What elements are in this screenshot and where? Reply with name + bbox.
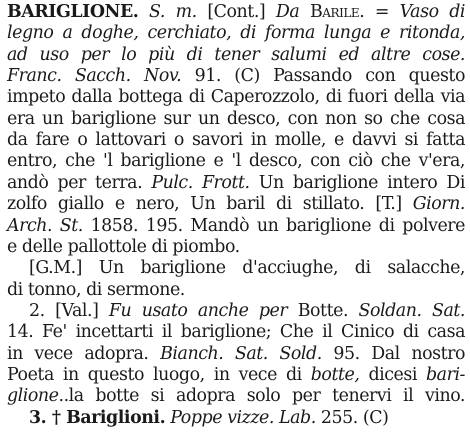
entry-line: [7, 45, 465, 65]
entry-text-segment: Vaso di: [399, 2, 466, 22]
entry-text-segment: Barile: [299, 2, 360, 22]
entry-text-segment: Un bariglione intero Di: [249, 172, 465, 193]
entry-text-segment: da fare o lattovari o savori in molle, e davvi si fatta: [7, 130, 465, 151]
entry-line: [7, 194, 465, 214]
entry-line: [7, 408, 465, 428]
entry-line: [7, 301, 465, 321]
entry-text-segment: Arch. St.: [7, 215, 83, 236]
entry-text-segment: ad uso per lo più di tener salumi ed altre cose.: [7, 44, 465, 65]
entry-text-segment: 91. (C) Passando con questo: [181, 66, 465, 87]
entry-text-segment: di tonno, di sermone.: [7, 279, 185, 300]
entry-line: [7, 130, 465, 150]
entry-text-segment: impeto dalla bottega di Caperozzolo, di fuori della via: [7, 87, 465, 108]
entry-line: [7, 344, 465, 364]
entry-text-segment: Soldan. Sat.: [358, 300, 465, 321]
entry-text-segment: Bariglioni.: [66, 407, 166, 428]
entry-line: [7, 109, 465, 129]
entry-text-segment: [G.M.] Un bariglione d'acciughe, di salacche,: [29, 258, 465, 279]
entry-line: [7, 173, 465, 193]
entry-text-segment: botte,: [310, 364, 360, 385]
entry-text-segment: era un bariglione sur un desco, con non so che cosa: [7, 108, 465, 129]
entry-text-segment: glione: [7, 386, 59, 407]
entry-text-segment: Da: [275, 2, 300, 22]
entry-line: [7, 23, 465, 43]
entry-text-segment: [Cont.]: [196, 2, 276, 22]
entry-text-segment: dicesi: [359, 364, 426, 385]
entry-text-segment: Bianch. Sat. Sold.: [160, 343, 322, 364]
entry-text-segment: Franc. Sacch. Nov.: [7, 66, 182, 87]
entry-text-segment: BARIGLIONE.: [7, 2, 139, 22]
entry-text-segment: entro, che 'l bariglione e 'l desco, con ciò che v'era,: [7, 151, 465, 172]
entry-text-segment: . =: [359, 2, 400, 22]
entry-text-segment: Botte.: [287, 300, 359, 321]
entry-text-segment: 95. Dal nostro: [321, 343, 465, 364]
entry-line: [7, 386, 465, 406]
entry-line: [7, 322, 465, 342]
entry-line: [7, 66, 465, 86]
entry-text-segment: Poeta in questo luogo, in vece di: [7, 364, 311, 385]
entry-line: [7, 280, 465, 300]
entry-text-segment: 14. Fe' incettarti il bariglione; Che il Cinico di casa: [7, 322, 465, 343]
entry-text-segment: Pulc. Frott.: [151, 172, 250, 193]
entry-text-segment: legno a doghe, cerchiato, di forma lunga e ritonda,: [7, 23, 465, 44]
entry-line: [7, 237, 465, 257]
entry-line: [7, 151, 465, 171]
entry-text-segment: S. m.: [149, 2, 197, 22]
entry-text-segment: 3. †: [29, 407, 67, 428]
entry-text-segment: 2. [Val.]: [29, 300, 109, 321]
entry-text-segment: andò per terra.: [7, 172, 152, 193]
entry-text-segment: zolfo giallo e nero, Un baril di stillato. [T.]: [7, 194, 413, 215]
entry-text-segment: [138, 2, 149, 22]
dictionary-entry: [7, 0, 465, 434]
entry-text-segment: bari-: [425, 364, 465, 385]
entry-text-segment: Fu usato anche per: [108, 300, 288, 321]
entry-text-segment: Poppe vizze. Lab.: [170, 407, 316, 428]
entry-text-segment: e delle pallottole di piombo.: [7, 236, 240, 257]
entry-text-segment: in vece adopra.: [7, 343, 161, 364]
entry-text-segment: 1858. 195. Mandò un bariglione di polvere: [82, 215, 466, 236]
entry-line: [7, 87, 465, 107]
entry-line: [7, 258, 465, 278]
entry-text-segment: ..la botte si adopra solo per tenervi il vino.: [58, 386, 465, 407]
entry-line: [7, 365, 465, 385]
entry-text-segment: Giorn.: [412, 194, 465, 215]
entry-text-segment: 255. (C): [315, 407, 389, 428]
entry-line: [7, 216, 465, 236]
entry-line: [7, 2, 465, 22]
